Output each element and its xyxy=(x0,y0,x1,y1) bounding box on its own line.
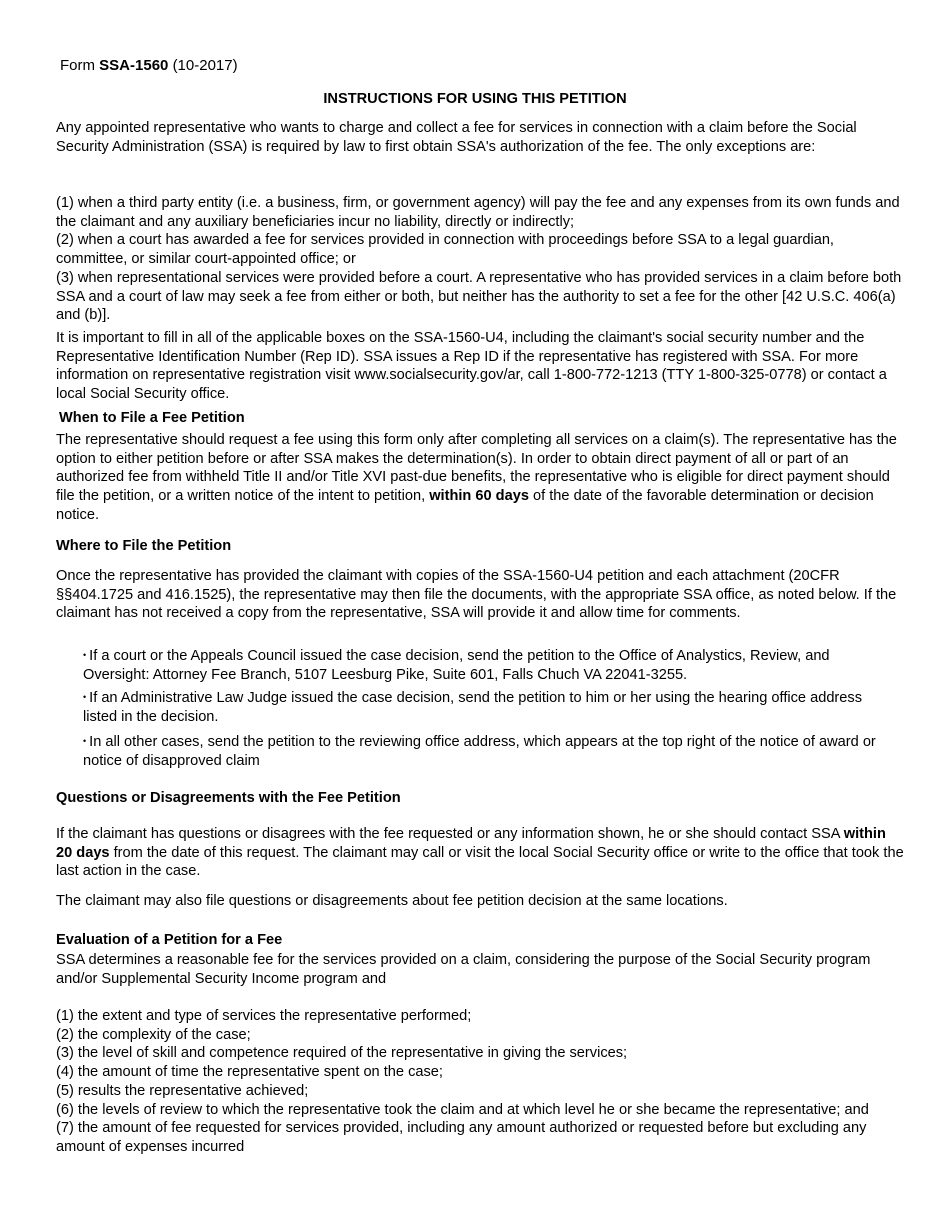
list-item: (3) the level of skill and competence required of the representative in giving the services; xyxy=(56,1045,628,1062)
questions-heading: Questions or Disagreements with the Fee Petition xyxy=(56,790,401,806)
form-number: SSA-1560 xyxy=(99,57,169,74)
evaluation-factors-list xyxy=(56,1007,906,1157)
list-item: (4) the amount of time the representative spent on the case; xyxy=(56,1064,443,1081)
list-item: (7) the amount of fee requested for services provided, including any amount authorized or requested before but excluding any amount of expenses incurred xyxy=(56,1120,867,1155)
form-edition: (10-2017) xyxy=(172,57,238,74)
exception-item: (2) when a court has awarded a fee for services provided in connection with proceedings before SSA to a legal guardian, committee, or similar court-appointed office; or xyxy=(56,232,834,268)
form-identifier xyxy=(60,57,238,74)
where-bullet-item: • If an Administrative Law Judge issued the case decision, send the petition to him or her using the hearing office address listed in the decision. xyxy=(83,690,863,725)
list-item: (2) the complexity of the case; xyxy=(56,1026,251,1043)
important-paragraph: It is important to fill in all of the applicable boxes on the SSA-1560-U4, including the claimant's social security number and the Representative Identification Number (Rep ID). SSA issues a Rep ID if the representative has registered with SSA. For more information on representative registration visit www.socialsecurity.gov/ar, call 1-800-772-1213 (TTY 1-800-325-0778) or contact a local Social Security office. xyxy=(56,330,887,403)
page-title: INSTRUCTIONS FOR USING THIS PETITION xyxy=(323,91,627,107)
evaluation-paragraph: SSA determines a reasonable fee for the services provided on a claim, considering the purpose of the Social Security program and/or Supplemental Security Income program and xyxy=(56,952,871,987)
bullet-icon: • xyxy=(83,736,87,746)
when-heading: When to File a Fee Petition xyxy=(59,410,245,426)
questions-paragraph-2: The claimant may also file questions or disagreements about fee petition decision at the same locations. xyxy=(56,893,728,909)
list-item: (5) results the representative achieved; xyxy=(56,1082,309,1099)
list-item: (1) the extent and type of services the representative performed; xyxy=(56,1008,472,1024)
where-heading: Where to File the Petition xyxy=(56,538,232,554)
intro-paragraph: Any appointed representative who wants to charge and collect a fee for services in connection with a claim before the Social Security Administration (SSA) is required by law to first obtain SSA's authorization of the fee. The only exceptions are: xyxy=(56,120,857,155)
exception-item: (3) when representational services were provided before a court. A representative who has provided services in a claim before both SSA and a court of law may seek a fee from either or both, but neither has the authority to set a fee for the other [42 U.S.C. 406(a) and (b)]. xyxy=(56,269,902,324)
bullet-icon: • xyxy=(83,650,87,660)
where-bullet-item: • In all other cases, send the petition to the reviewing office address, which appears at the top right of the notice of award or notice of disapproved claim xyxy=(83,734,876,769)
form-prefix: Form xyxy=(60,57,95,74)
list-item: (6) the levels of review to which the representative took the claim and at which level he or she became the representative; and xyxy=(56,1101,869,1118)
deadline-20-days: within 20 days xyxy=(56,826,886,861)
where-paragraph: Once the representative has provided the claimant with copies of the SSA-1560-U4 petition and each attachment (20CFR §§404.1725 and 416.1525), the representative may then file the documents, with the appropriate SSA office, as noted below. If the claimant has not received a copy from the representative, SSA will provide it and allow time for comments. xyxy=(56,568,897,622)
deadline-60-days: within 60 days xyxy=(429,488,529,505)
bullet-icon: • xyxy=(83,692,87,702)
evaluation-heading: Evaluation of a Petition for a Fee xyxy=(56,932,283,948)
exceptions-list xyxy=(56,194,906,325)
when-paragraph: The representative should request a fee using this form only after completing all services on a claim(s). The representative has the option to either petition before or after SSA makes the determination(s). In order to obtain direct payment of all or part of an authorized fee from withheld Title II and/or Title XVI past-due benefits, the representative who is eligible for direct payment should file the petition, or a written notice of the intent to petition, within 60 days of the date of the favorable determination or decision notice. xyxy=(56,432,897,523)
exception-item: (1) when a third party entity (i.e. a business, firm, or government agency) will pay the fee and any expenses from its own funds and the claimant and any auxiliary beneficiaries incur no liability, directly or indirectly; xyxy=(56,195,900,230)
questions-paragraph: If the claimant has questions or disagrees with the fee requested or any information shown, he or she should contact SSA within 20 days from the date of this request. The claimant may call or visit the local Social Security office or write to the office that took the last action in the case. xyxy=(56,826,904,880)
where-bullet-item: • If a court or the Appeals Council issued the case decision, send the petition to the Office of Analystics, Review, and Oversight: Attorney Fee Branch, 5107 Leesburg Pike, Suite 601, Falls Chuch VA 22041-3255. xyxy=(83,648,830,683)
